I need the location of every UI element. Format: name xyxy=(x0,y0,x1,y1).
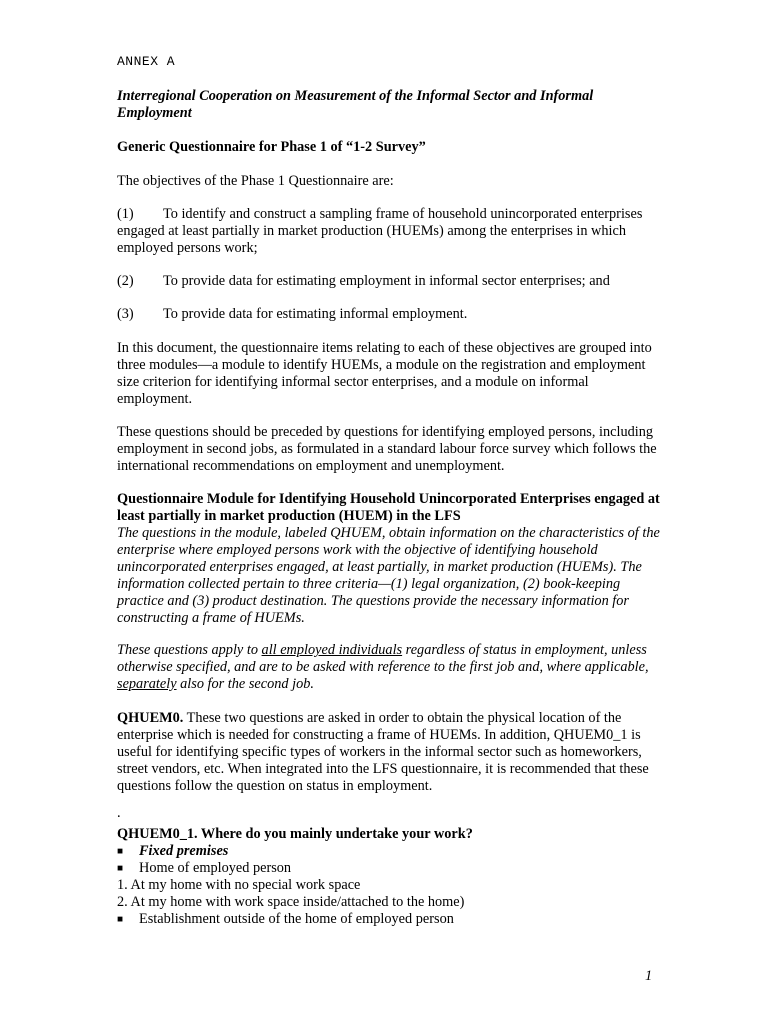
square-bullet-icon: ■ xyxy=(117,914,124,925)
answer-option: 1. At my home with no special work space xyxy=(117,877,361,893)
questionnaire-subtitle: Generic Questionnaire for Phase 1 of “1-2 Survey” xyxy=(117,139,426,155)
objectives-intro: The objectives of the Phase 1 Questionnaire are: xyxy=(117,173,394,189)
objective-item xyxy=(117,273,662,290)
stray-dot: . xyxy=(117,805,121,821)
annex-label: ANNEX A xyxy=(117,54,176,69)
home-of-employed-heading: Home of employed person xyxy=(139,860,292,876)
qhuem0-text: These two questions are asked in order to obtain the physical location of the enterprise which is needed for constructing a frame of HUEMs. In addition, QHUEM0_1 is useful for identifying specific types of workers in the informal sector such as homeworkers, street vendors, etc. When integrated into the LFS questionnaire, it is recommended that these questions follow the question on status in employment. xyxy=(117,710,649,794)
applicability-note: These questions apply to all employed individuals regardless of status in employment, unless otherwise specified, and are to be asked with reference to the first job and, where applicable, separately also for the second job. xyxy=(117,642,649,692)
establishment-outside-heading: Establishment outside of the home of employed person xyxy=(139,911,454,927)
document-page xyxy=(117,0,662,1024)
list-item xyxy=(117,843,662,860)
separately-underlined: separately xyxy=(117,676,177,692)
fixed-premises-heading: Fixed premises xyxy=(139,843,229,859)
answer-option: 2. At my home with work space inside/attached to the home) xyxy=(117,894,465,910)
objective-text: To identify and construct a sampling frame of household unincorporated enterprises engaged at least partially in market production (HUEMs) among the enterprises in which employed persons work; xyxy=(117,206,643,256)
module-description: The questions in the module, labeled QHUEM, obtain information on the characteristics of the enterprise where employed persons work with the objective of identifying household unincorporated enterprises engaged, at least partially, in market production (HUEMs). The information collected pertain to three criteria—(1) legal organization, (2) book-keeping practice and (3) product destination. The questions provide the necessary information for constructing a frame of HUEMs. xyxy=(117,525,660,626)
square-bullet-icon: ■ xyxy=(117,863,124,874)
objective-text: To provide data for estimating employment in informal sector enterprises; and xyxy=(163,273,610,289)
question-title: QHUEM0_1. Where do you mainly undertake your work? xyxy=(117,826,473,842)
objective-number: (1) xyxy=(117,206,134,222)
objective-number: (2) xyxy=(117,273,134,289)
qhuem0-paragraph xyxy=(117,710,662,795)
objective-item xyxy=(117,306,662,323)
preceding-questions-paragraph: These questions should be preceded by questions for identifying employed persons, including employment in second jobs, as formulated in a standard labour force survey which follows the international recommendations on employment and unemployment. xyxy=(117,424,657,474)
objective-text: To provide data for estimating informal employment. xyxy=(163,306,468,322)
module-heading: Questionnaire Module for Identifying Household Unincorporated Enterprises engaged at least partially in market production (HUEM) in the LFS xyxy=(117,491,660,524)
qhuem0-label: QHUEM0. xyxy=(117,710,184,726)
square-bullet-icon: ■ xyxy=(117,846,124,857)
all-employed-underlined: all employed individuals xyxy=(261,642,403,658)
objective-item xyxy=(117,206,662,257)
document-title: Interregional Cooperation on Measurement of the Informal Sector and Informal Employment xyxy=(117,88,594,121)
page-number: 1 xyxy=(645,968,653,984)
modules-paragraph: In this document, the questionnaire items relating to each of these objectives are grouped into three modules—a module to identify HUEMs, a module on the registration and employment size criterion for identifying informal sector enterprises, and a module on informal employment. xyxy=(117,340,652,407)
objective-number: (3) xyxy=(117,306,134,322)
list-item xyxy=(117,860,662,877)
list-item xyxy=(117,911,662,928)
